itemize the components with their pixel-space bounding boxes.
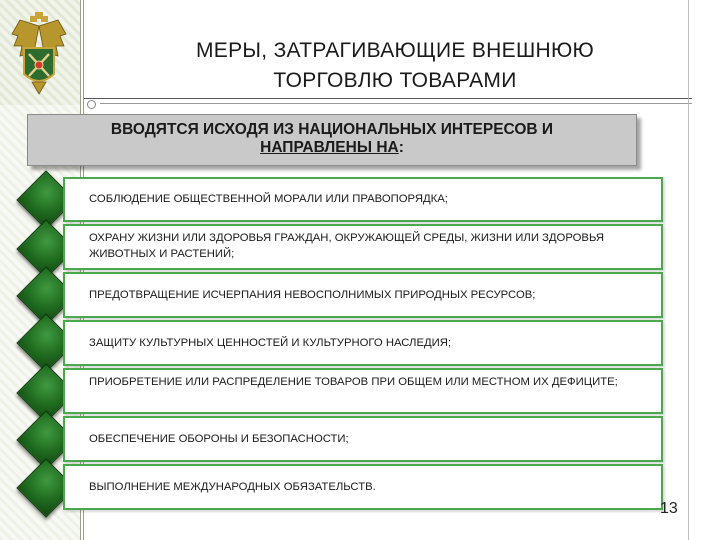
intro-header-colon: : xyxy=(398,139,404,156)
list-item xyxy=(63,416,663,462)
list-item-text: ОБЕСПЕЧЕНИЕ ОБОРОНЫ И БЕЗОПАСНОСТИ; xyxy=(89,433,349,445)
list-item xyxy=(63,320,663,366)
list-item xyxy=(63,464,663,510)
title-underline-2 xyxy=(100,103,692,104)
list-item-text: ПРИОБРЕТЕНИЕ ИЛИ РАСПРЕДЕЛЕНИЕ ТОВАРОВ ПРИ ОБЩЕМ ИЛИ МЕСТНОМ ИХ ДЕФИЦИТЕ; xyxy=(89,376,618,388)
page-title-line1: МЕРЫ, ЗАТРАГИВАЮЩИЕ ВНЕШНЮЮ xyxy=(196,39,594,62)
list-item-text: СОБЛЮДЕНИЕ ОБЩЕСТВЕННОЙ МОРАЛИ ИЛИ ПРАВОПОРЯДКА; xyxy=(89,193,448,205)
page-title-line2: ТОРГОВЛЮ ТОВАРАМИ xyxy=(273,69,517,92)
customs-emblem-icon xyxy=(6,12,72,98)
list-item-text: ЗАЩИТУ КУЛЬТУРНЫХ ЦЕННОСТЕЙ И КУЛЬТУРНОГО НАСЛЕДИЯ; xyxy=(89,337,452,349)
list-item-text: ВЫПОЛНЕНИЕ МЕЖДУНАРОДНЫХ ОБЯЗАТЕЛЬСТВ. xyxy=(89,481,376,493)
list-item xyxy=(63,177,663,222)
list-item-text: ПРЕДОТВРАЩЕНИЕ ИСЧЕРПАНИЯ НЕВОСПОЛНИМЫХ ПРИРОДНЫХ РЕСУРСОВ; xyxy=(89,289,536,301)
intro-header-line2: НАПРАВЛЕНЫ НА xyxy=(260,139,399,156)
circle-ornament-icon xyxy=(87,100,96,109)
page-number: 13 xyxy=(660,500,678,517)
intro-header-box xyxy=(27,114,637,166)
list-item-text: ОХРАНУ ЖИЗНИ ИЛИ ЗДОРОВЬЯ ГРАЖДАН, ОКРУЖАЮЩЕЙ СРЕДЫ, ЖИЗНИ ИЛИ ЗДОРОВЬЯ ЖИВОТНЫХ И РАСТЕНИЙ; xyxy=(89,232,605,260)
intro-header-text xyxy=(28,121,636,157)
intro-header-line1: ВВОДЯТСЯ ИСХОДЯ ИЗ НАЦИОНАЛЬНЫХ ИНТЕРЕСОВ И xyxy=(110,121,554,138)
list-item xyxy=(63,272,663,318)
list-item xyxy=(63,368,663,414)
list-item xyxy=(63,224,663,270)
title-underline xyxy=(84,98,692,99)
page-title xyxy=(100,36,690,96)
